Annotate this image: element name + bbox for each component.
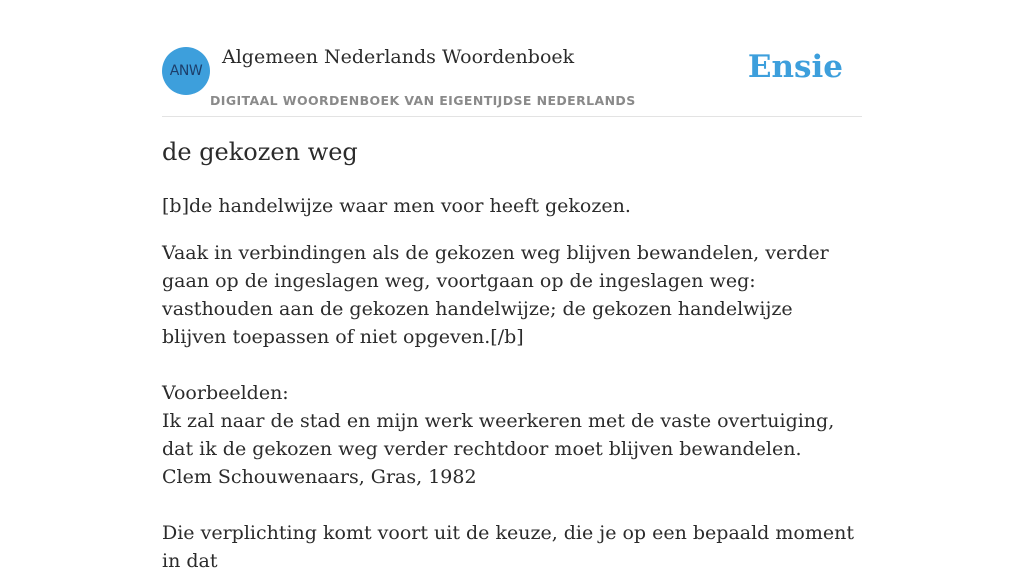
- entry-usage: Vaak in verbindingen als de gekozen weg blijven bewandelen, verder gaan op de ingeslagen weg, voortgaan op de ingeslagen weg: vasthouden aan de gekozen handelwijze; de gekozen handelwijze blijven toepassen of niet opgeven.[/b]: [162, 242, 829, 348]
- entry-body: [162, 239, 862, 575]
- anw-logo[interactable]: [162, 47, 210, 95]
- entry-definition: [b]de handelwijze waar men voor heeft gekozen.: [162, 195, 631, 217]
- paragraph-spacer: [162, 351, 862, 379]
- paragraph-spacer: [162, 491, 862, 519]
- example-source: Clem Schouwenaars, Gras, 1982: [162, 466, 477, 488]
- anw-logo-text: ANW: [169, 63, 203, 79]
- site-subtitle: DIGITAAL WOORDENBOEK VAN EIGENTIJDSE NEDERLANDS: [210, 93, 636, 108]
- entry-term: de gekozen weg: [162, 138, 358, 166]
- example-text: Ik zal naar de stad en mijn werk weerkeren met de vaste overtuiging, dat ik de gekozen weg verder rechtdoor moet blijven bewandelen.: [162, 410, 835, 460]
- page-container: [162, 0, 862, 572]
- site-header: [162, 0, 862, 117]
- examples-heading: Voorbeelden:: [162, 382, 289, 404]
- site-title[interactable]: Algemeen Nederlands Woordenboek: [222, 46, 575, 68]
- example-text: Die verplichting komt voort uit de keuze, die je op een bepaald moment in dat: [162, 522, 854, 572]
- ensie-brand-logo[interactable]: Ensie: [747, 49, 843, 85]
